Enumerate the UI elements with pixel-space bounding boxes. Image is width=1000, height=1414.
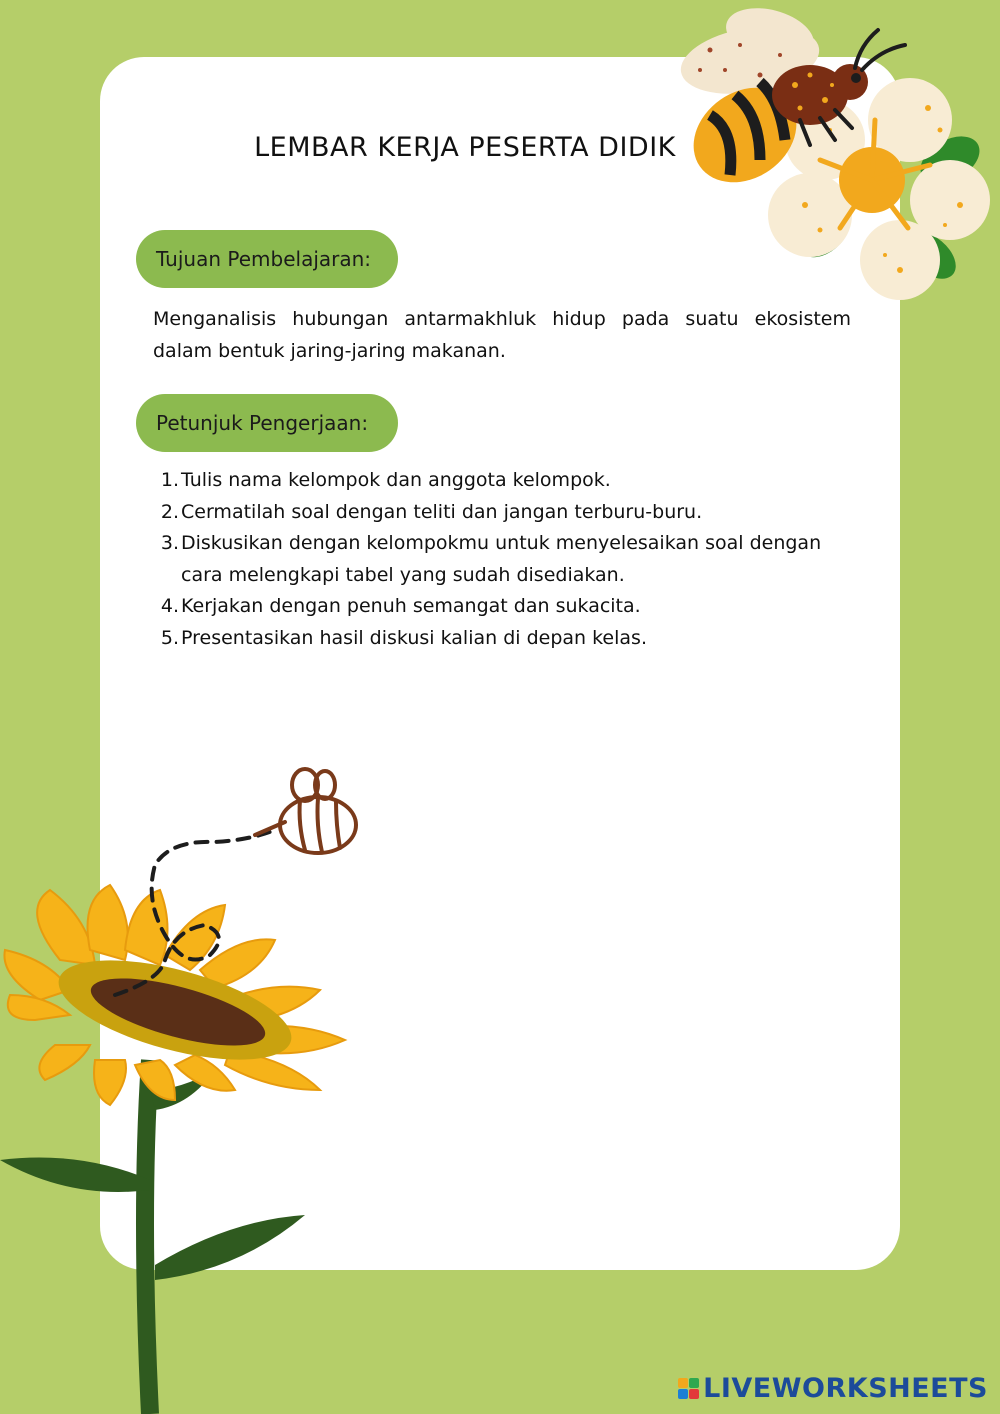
page-title: LEMBAR KERJA PESERTA DIDIK (254, 132, 676, 163)
list-item (153, 497, 853, 529)
item-number: 3. (160, 532, 179, 554)
goal-heading: Tujuan Pembelajaran: (136, 230, 398, 288)
item-text: Cermatilah soal dengan teliti dan jangan terburu-buru. (181, 500, 703, 523)
list-item (153, 465, 853, 497)
instructions-heading: Petunjuk Pengerjaan: (136, 394, 398, 452)
item-number: 1. (160, 469, 179, 491)
liveworksheets-icon (678, 1378, 699, 1399)
item-number: 2. (160, 500, 179, 523)
goal-text: Menganalisis hubungan antarmakhluk hidup pada suatu ekosistem dalam bentuk jaring-jaring makanan. (153, 308, 851, 362)
list-item (153, 623, 853, 655)
sunflower-icon (0, 760, 420, 1414)
bee-outline-icon (255, 769, 356, 853)
brand-text: LIVEWORKSHEETS (703, 1373, 988, 1404)
instructions-list (153, 465, 853, 654)
liveworksheets-logo (678, 1373, 988, 1404)
item-text: Tulis nama kelompok dan anggota kelompok. (181, 469, 611, 491)
item-number: 4. (160, 595, 179, 617)
list-item (153, 528, 853, 591)
item-text: Diskusikan dengan kelompokmu untuk menyelesaikan soal dengan cara melengkapi tabel yang sudah disediakan. (181, 532, 822, 586)
item-text: Presentasikan hasil diskusi kalian di depan kelas. (181, 626, 647, 649)
item-text: Kerjakan dengan penuh semangat dan sukacita. (181, 595, 641, 617)
item-number: 5. (160, 626, 179, 649)
list-item (153, 591, 853, 623)
